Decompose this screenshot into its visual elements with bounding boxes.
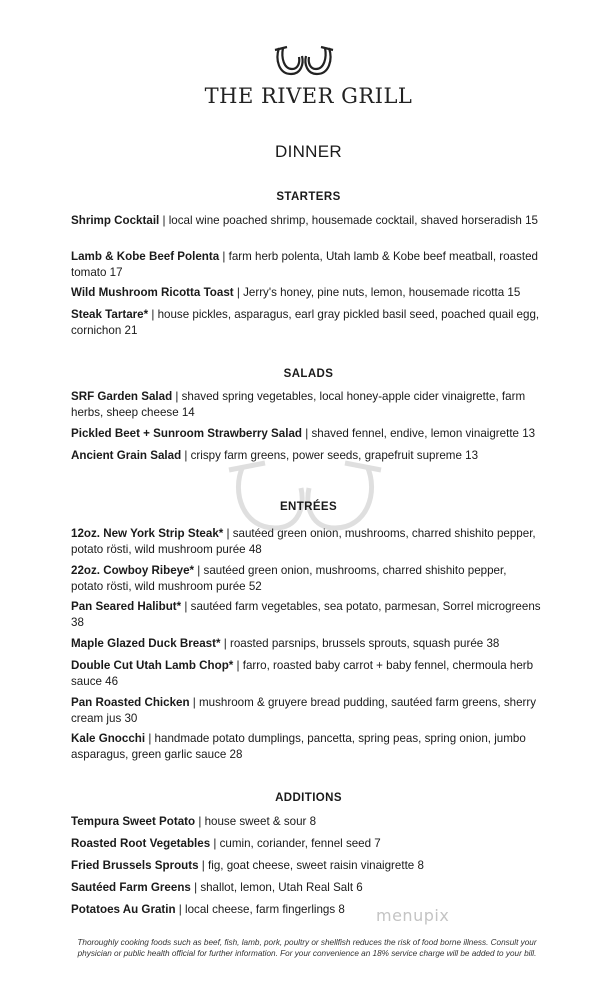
item-description: | crispy farm greens, power seeds, grapefruit supreme 13 [181, 449, 479, 462]
menu-item [71, 731, 541, 763]
menu-item [71, 880, 541, 896]
menu-item [71, 695, 541, 727]
menu-item [71, 448, 541, 464]
menu-item [71, 526, 541, 558]
item-description: | roasted parsnips, brussels sprouts, squash purée 38 [220, 637, 500, 650]
item-description: | local cheese, farm fingerlings 8 [175, 903, 345, 916]
section-title-entrees: ENTRÉES [279, 501, 338, 513]
item-name: Tempura Sweet Potato [71, 815, 196, 828]
item-description: | shaved spring vegetables, local honey-apple cider vinaigrette, farm herbs, sheep cheese 14 [71, 390, 526, 419]
item-name: Double Cut Utah Lamb Chop* [71, 659, 234, 672]
menu-item [71, 814, 541, 830]
menu-item [71, 249, 541, 281]
menu-title: DINNER [275, 142, 342, 161]
section-title-additions: ADDITIONS [275, 792, 342, 804]
restaurant-name: THE RIVER GRILL [204, 84, 413, 108]
menu-item [71, 858, 541, 874]
item-name: Pan Seared Halibut* [71, 600, 182, 613]
item-description: | house pickles, asparagus, earl gray pickled basil seed, poached quail egg, cornichon 21 [71, 308, 540, 337]
item-description: | sautéed farm vegetables, sea potato, parmesan, Sorrel microgreens 38 [71, 600, 541, 629]
item-description: | sautéed green onion, mushrooms, charred shishito pepper, potato rösti, wild mushroom purée 48 [71, 527, 536, 556]
menu-item [71, 599, 541, 631]
food-safety-note: Thoroughly cooking foods such as beef, fish, lamb, pork, poultry or shellfish reduces the risk of food borne illness. Consult your physician or public health official for further information. For your convenience an 18% service charge will be added to your bill. [77, 938, 537, 958]
section-title-starters: STARTERS [276, 191, 341, 203]
menu-item [71, 836, 541, 852]
item-name: Shrimp Cocktail [71, 214, 160, 227]
item-name: Maple Glazed Duck Breast* [71, 637, 221, 650]
item-name: SRF Garden Salad [71, 390, 173, 403]
item-name: Kale Gnocchi [71, 732, 146, 745]
menupix-watermark: menupix [376, 906, 450, 925]
item-name: Pan Roasted Chicken [71, 696, 190, 709]
item-description: | sautéed green onion, mushrooms, charred shishito pepper, potato rösti, wild mushroom purée 52 [71, 564, 507, 593]
item-name: Sautéed Farm Greens [71, 881, 191, 894]
menu-item [71, 902, 541, 918]
menu-item [71, 658, 541, 690]
menu-item [71, 636, 541, 652]
menu-item [71, 563, 541, 595]
item-description: | handmade potato dumplings, pancetta, spring peas, spring onion, jumbo asparagus, green garlic sauce 28 [71, 732, 526, 761]
item-description: | mushroom & gruyere bread pudding, sautéed farm greens, sherry cream jus 30 [71, 696, 537, 725]
item-description: | local wine poached shrimp, housemade cocktail, shaved horseradish 15 [159, 214, 538, 227]
item-name: Potatoes Au Gratin [71, 903, 176, 916]
menu-item [71, 426, 541, 442]
item-name: Fried Brussels Sprouts [71, 859, 199, 872]
horseshoe-logo-icon [273, 44, 335, 80]
item-name: 12oz. New York Strip Steak* [71, 527, 224, 540]
item-name: 22oz. Cowboy Ribeye* [71, 564, 195, 577]
item-name: Steak Tartare* [71, 308, 149, 321]
item-description: | shallot, lemon, Utah Real Salt 6 [190, 881, 363, 894]
item-name: Roasted Root Vegetables [71, 837, 211, 850]
item-description: | farm herb polenta, Utah lamb & Kobe beef meatball, roasted tomato 17 [71, 250, 538, 279]
item-name: Wild Mushroom Ricotta Toast [71, 286, 234, 299]
menu-item [71, 389, 541, 421]
item-description: | shaved fennel, endive, lemon vinaigrette 13 [302, 427, 536, 440]
section-title-salads: SALADS [283, 368, 334, 380]
item-description: | cumin, coriander, fennel seed 7 [210, 837, 381, 850]
item-description: | Jerry's honey, pine nuts, lemon, housemade ricotta 15 [233, 286, 521, 299]
item-name: Lamb & Kobe Beef Polenta [71, 250, 220, 263]
menu-item [71, 285, 541, 301]
menu-item [71, 213, 541, 229]
item-description: | farro, roasted baby carrot + baby fennel, chermoula herb sauce 46 [71, 659, 534, 688]
item-name: Ancient Grain Salad [71, 449, 182, 462]
item-description: | fig, goat cheese, sweet raisin vinaigrette 8 [198, 859, 424, 872]
item-name: Pickled Beet + Sunroom Strawberry Salad [71, 427, 302, 440]
item-description: | house sweet & sour 8 [195, 815, 317, 828]
menu-item [71, 307, 541, 339]
